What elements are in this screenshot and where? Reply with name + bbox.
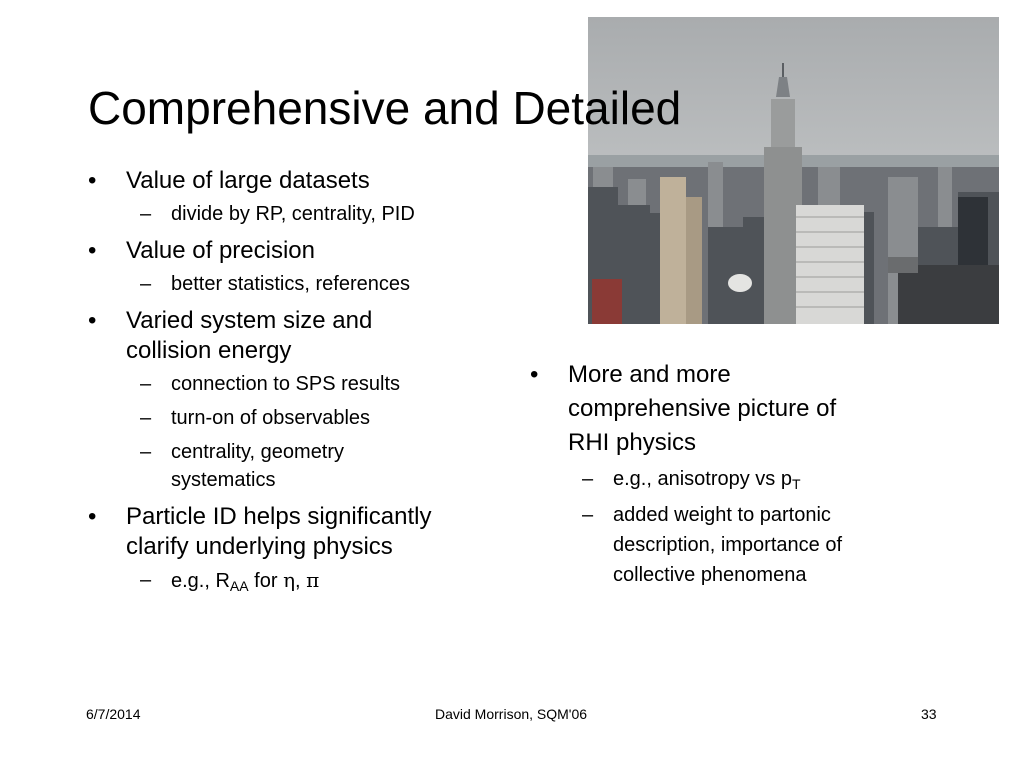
bullet-text-line: RHI physics — [568, 429, 697, 456]
sub-bullet-text: turn-on of observables — [171, 407, 371, 429]
dash-icon: – — [582, 504, 594, 526]
bullet-text-line: clarify underlying physics — [126, 533, 393, 560]
dash-icon: – — [140, 569, 152, 591]
dash-icon: – — [140, 203, 152, 225]
dash-icon: – — [140, 441, 152, 463]
bullet-text: Value of precision — [126, 237, 315, 264]
sub-bullet-text-line: centrality, geometry — [171, 441, 345, 463]
bullet-icon: • — [88, 503, 97, 530]
sub-bullet — [568, 464, 930, 494]
sub-bullet — [126, 200, 508, 228]
sub-bullet — [126, 566, 508, 595]
footer-author: David Morrison, SQM'06 — [435, 706, 588, 722]
bullet-precision — [88, 236, 508, 298]
sub-bullet-text — [613, 468, 801, 490]
sub-bullet-text-line: collective phenomena — [613, 564, 807, 586]
bullet-comprehensive-picture — [530, 358, 930, 590]
eta-symbol: η — [283, 568, 296, 592]
sub-bullet — [568, 500, 930, 590]
sub-bullet-text — [171, 570, 319, 592]
bullet-icon: • — [88, 237, 97, 264]
dash-icon: – — [140, 373, 152, 395]
left-bullet-list — [88, 166, 508, 603]
dash-icon: – — [582, 468, 594, 490]
sub-bullet-text-line: description, importance of — [613, 534, 843, 556]
sub-bullet-text: connection to SPS results — [171, 373, 401, 395]
bullet-large-datasets — [88, 166, 508, 228]
bullet-text-line: Particle ID helps significantly — [126, 503, 432, 530]
dash-icon: – — [140, 407, 152, 429]
bullet-text-line: comprehensive picture of — [568, 395, 837, 422]
anisotropy-text: e.g., anisotropy vs p — [613, 468, 792, 490]
raa-for: for — [248, 570, 284, 592]
sub-bullet — [126, 404, 508, 432]
sub-bullet-text: better statistics, references — [171, 273, 410, 295]
raa-subscript: AA — [229, 578, 249, 594]
bullet-text-line: Varied system size and — [126, 307, 373, 334]
dash-icon: – — [140, 273, 152, 295]
bullet-icon: • — [88, 167, 97, 194]
bullet-icon: • — [88, 307, 97, 334]
bullet-icon: • — [530, 361, 539, 388]
sub-bullet-text: divide by RP, centrality, PID — [171, 203, 415, 225]
bullet-system-size — [88, 306, 508, 494]
slide-title: Comprehensive and Detailed — [88, 82, 682, 134]
footer-page-number: 33 — [921, 706, 937, 722]
bullet-text: Value of large datasets — [126, 167, 370, 194]
sub-bullet — [126, 370, 508, 398]
comma: , — [295, 570, 307, 592]
bullet-particle-id — [88, 502, 508, 595]
bullet-text-line: collision energy — [126, 337, 292, 364]
sub-bullet-text-line: systematics — [171, 469, 276, 491]
right-bullet-list — [530, 358, 930, 598]
sub-bullet-text-line: added weight to partonic — [613, 504, 831, 526]
footer-date: 6/7/2014 — [86, 706, 141, 722]
sub-bullet — [126, 270, 508, 298]
raa-prefix: e.g., R — [171, 570, 230, 592]
pt-subscript: T — [791, 476, 801, 492]
sub-bullet — [126, 438, 508, 494]
bullet-text-line: More and more — [568, 361, 731, 388]
pi-symbol: π — [306, 568, 320, 592]
city-skyline-photo — [588, 17, 999, 324]
